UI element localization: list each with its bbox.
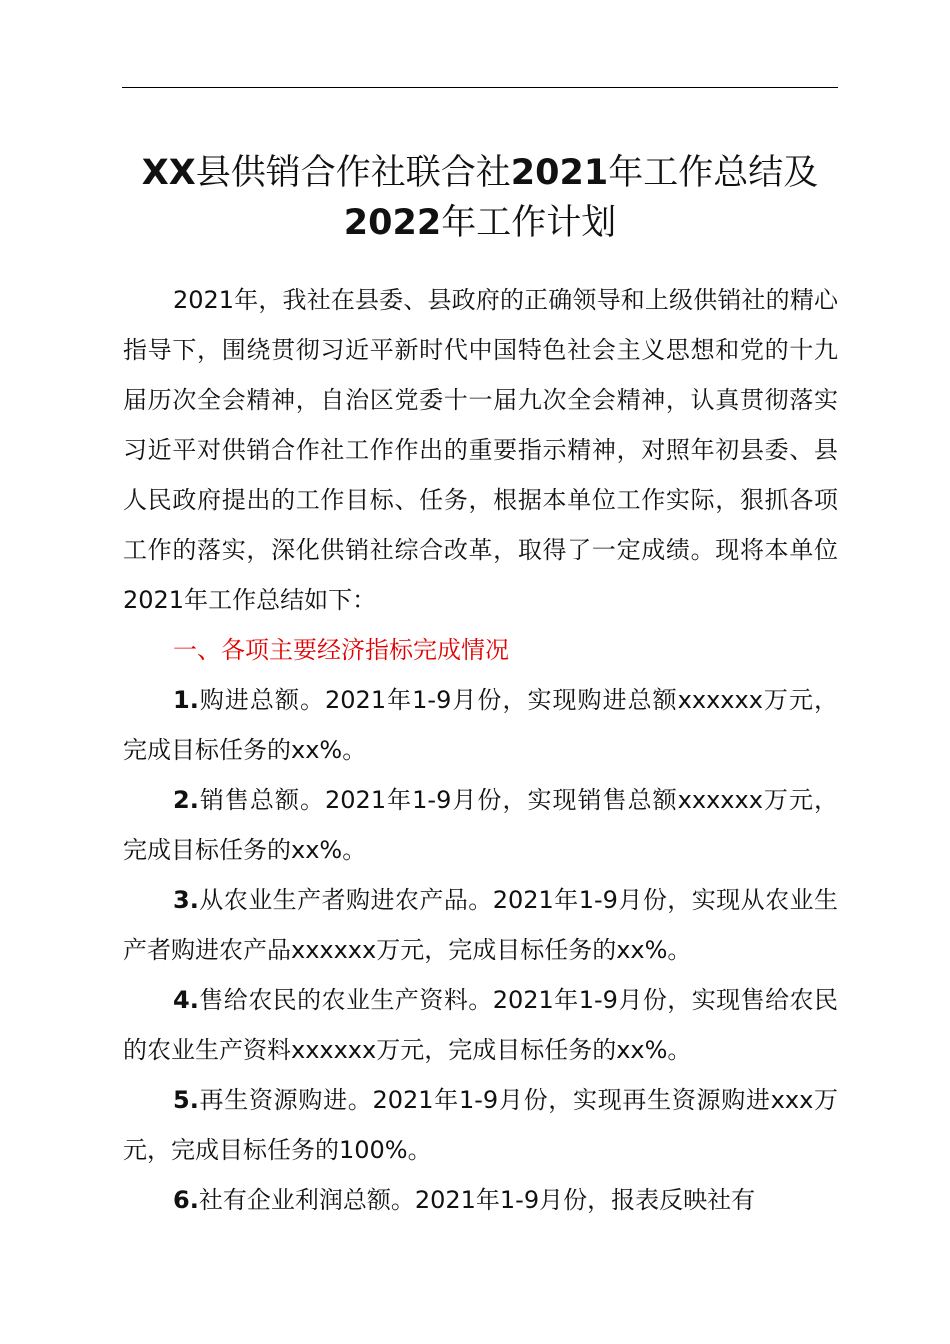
section-heading-1: 一、各项主要经济指标完成情况 [173, 636, 509, 664]
header-rule [122, 87, 838, 88]
item-number: 3. [173, 886, 199, 914]
document-body [123, 275, 838, 1225]
item-text: 购进总额。2021年1-9月份，实现购进总额xxxxxx万元，完成目标任务的xx%。 [123, 686, 838, 764]
item-number: 5. [173, 1086, 199, 1114]
title-year-2: 2022 [343, 203, 442, 243]
item-text: 社有企业利润总额。2021年1-9月份，报表反映社有 [198, 1186, 756, 1214]
item-text: 售给农民的农业生产资料。2021年1-9月份，实现售给农民的农业生产资料xxxxxx万元，完成目标任务的xx%。 [123, 986, 838, 1064]
item-number: 1. [173, 686, 199, 714]
item-text: 再生资源购进。2021年1-9月份，实现再生资源购进xxx万元，完成目标任务的100%。 [123, 1086, 838, 1164]
title-line-2 [344, 203, 616, 243]
title-part-2: 年工作总结及 [608, 153, 819, 193]
list-item [123, 975, 838, 1075]
list-item [123, 875, 838, 975]
list-item [123, 675, 838, 775]
intro-paragraph: 2021年，我社在县委、县政府的正确领导和上级供销社的精心指导下，围绕贯彻习近平新时代中国特色社会主义思想和党的十九届历次全会精神，自治区党委十一届九次全会精神，认真贯彻落实习近平对供销合作社工作作出的重要指示精神，对照年初县委、县人民政府提出的工作目标、任务，根据本单位工作实际，狠抓各项工作的落实，深化供销社综合改革，取得了一定成绩。现将本单位2021年工作总结如下： [123, 286, 838, 614]
item-text: 从农业生产者购进农产品。2021年1-9月份，实现从农业生产者购进农产品xxxxxx万元，完成目标任务的xx%。 [123, 886, 838, 964]
item-number: 2. [173, 786, 199, 814]
list-item [123, 1175, 838, 1225]
title-year: 2021 [510, 153, 609, 193]
title-part-1: 县供销合作社联合社 [195, 153, 511, 193]
item-text: 销售总额。2021年1-9月份，实现销售总额xxxxxx万元，完成目标任务的xx%。 [123, 786, 838, 864]
title-prefix: XX [141, 153, 196, 193]
document-title [100, 148, 860, 248]
item-number: 6. [173, 1186, 199, 1214]
item-number: 4. [173, 986, 199, 1014]
list-item [123, 775, 838, 875]
title-part-3: 年工作计划 [441, 203, 617, 243]
title-line-1 [142, 153, 818, 193]
list-item [123, 1075, 838, 1175]
